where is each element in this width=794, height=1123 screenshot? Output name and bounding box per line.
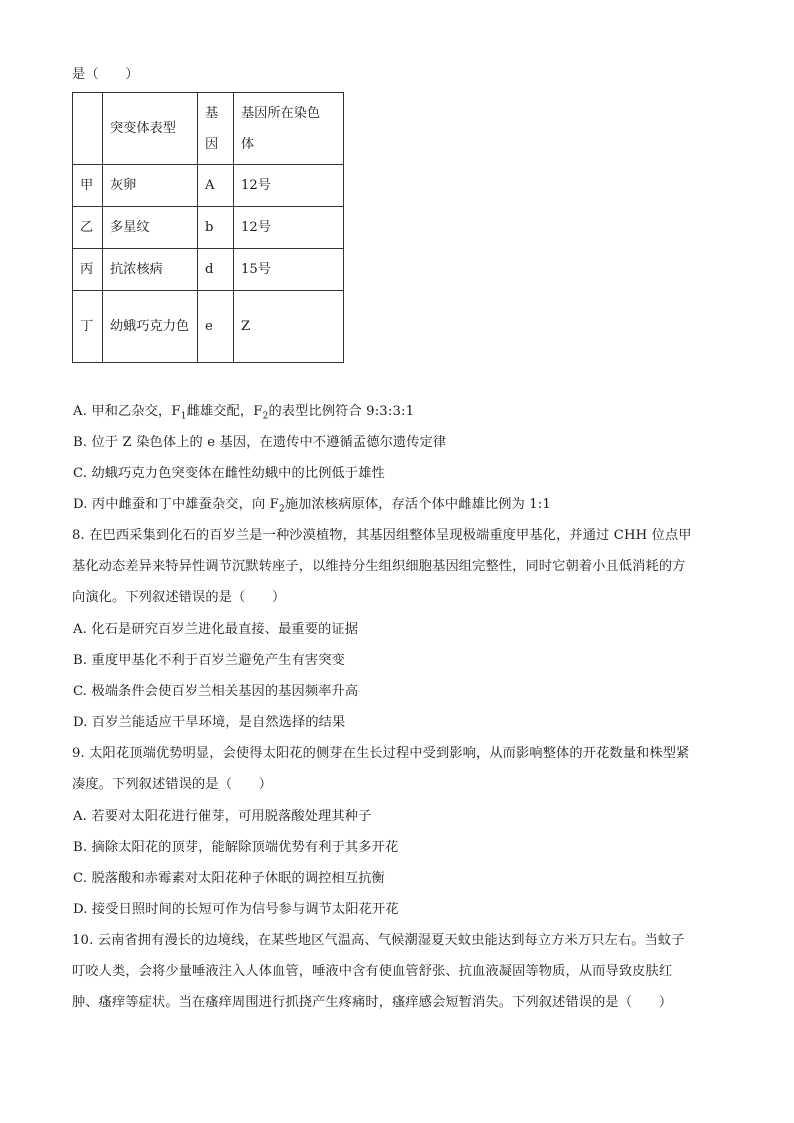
table-cell-gene: e <box>198 291 234 363</box>
table-header-cell: 基因所在染色体 <box>234 93 344 165</box>
table-cell-gene: b <box>198 207 234 249</box>
table-cell-gene: A <box>198 165 234 207</box>
q9-option-d: D. 接受日照时间的长短可作为信号参与调节太阳花开花 <box>73 902 399 917</box>
q7-option-c: C. 幼蛾巧克力色突变体在雌性幼蛾中的比例低于雄性 <box>73 466 385 481</box>
table-header-cell: 突变体表型 <box>103 93 198 165</box>
table-cell-chromosome: 12号 <box>234 207 344 249</box>
question-7-tail: 是（ ） <box>72 67 139 82</box>
table-row <box>73 165 344 207</box>
q9-option-a: A. 若要对太阳花进行催芽，可用脱落酸处理其种子 <box>73 809 372 824</box>
table-cell-phenotype: 抗浓核病 <box>103 249 198 291</box>
question-9-line-1: 9. 太阳花顶端优势明显，会使得太阳花的侧芽在生长过程中受到影响，从而影响整体的开花数量和株型紧 <box>72 746 690 761</box>
table-cell-phenotype: 幼蛾巧克力色 <box>103 291 198 363</box>
table-cell-chromosome: 15号 <box>234 249 344 291</box>
table-header-cell: 基因 <box>198 93 234 165</box>
q8-option-d: D. 百岁兰能适应干旱环境，是自然选择的结果 <box>73 715 346 730</box>
question-9-line-2: 凑度。下列叙述错误的是（ ） <box>72 777 273 792</box>
q9-option-c: C. 脱落酸和赤霉素对太阳花种子休眠的调控相互抗衡 <box>73 871 385 886</box>
table-header-cell <box>73 93 103 165</box>
q7-option-a: A. 甲和乙杂交，$F_1$雌雄交配，$F_2$的表型比例符合 9:3:3:1 <box>73 404 415 422</box>
table-cell-id: 甲 <box>73 165 103 207</box>
question-10-line-1: 10. 云南省拥有漫长的边境线，在某些地区气温高、气候潮湿夏天蚊虫能达到每立方米万只左右。当蚊子 <box>72 933 685 948</box>
table-cell-id: 乙 <box>73 207 103 249</box>
q8-option-b: B. 重度甲基化不利于百岁兰避免产生有害突变 <box>73 653 345 668</box>
question-10-line-2: 叮咬人类，会将少量唾液注入人体血管，唾液中含有使血管舒张、抗血液凝固等物质，从而导致皮肤红 <box>72 964 673 979</box>
table-cell-phenotype: 灰卵 <box>103 165 198 207</box>
q8-option-c: C. 极端条件会使百岁兰相关基因的基因频率升高 <box>73 684 359 699</box>
table-cell-chromosome: Z <box>234 291 344 363</box>
table-cell-gene: d <box>198 249 234 291</box>
question-10-line-3: 肿、瘙痒等症状。当在瘙痒周围进行抓挠产生疼痛时，瘙痒感会短暂消失。下列叙述错误的是（ ） <box>72 995 673 1010</box>
question-8-line-2: 基化动态差异来特异性调节沉默转座子，以维持分生组织细胞基因组完整性，同时它朝着小且低消耗的方 <box>72 559 686 574</box>
q8-option-a: A. 化石是研究百岁兰进化最直接、最重要的证据 <box>73 622 359 637</box>
q7-option-b: B. 位于 Z 染色体上的 e 基因，在遗传中不遵循孟德尔遗传定律 <box>73 435 447 450</box>
table-row <box>73 207 344 249</box>
question-8-line-1: 8. 在巴西采集到化石的百岁兰是一种沙漠植物，其基因组整体呈现极端重度甲基化，并通过 CHH 位点甲 <box>72 528 692 543</box>
mutant-table <box>72 92 344 363</box>
table-cell-chromosome: 12号 <box>234 165 344 207</box>
table-header-row <box>73 93 344 165</box>
q9-option-b: B. 摘除太阳花的顶芽，能解除顶端优势有利于其多开花 <box>73 840 399 855</box>
q7-option-d: D. 丙中雌蚕和丁中雄蚕杂交，向 $F_2$施加浓核病原体，存活个体中雌雄比例为 1:1 <box>73 497 551 515</box>
table-cell-id: 丁 <box>73 291 103 363</box>
table-cell-phenotype: 多星纹 <box>103 207 198 249</box>
table-row <box>73 291 344 363</box>
table-cell-id: 丙 <box>73 249 103 291</box>
question-8-line-3: 向演化。下列叙述错误的是（ ） <box>72 590 286 605</box>
table-row <box>73 249 344 291</box>
